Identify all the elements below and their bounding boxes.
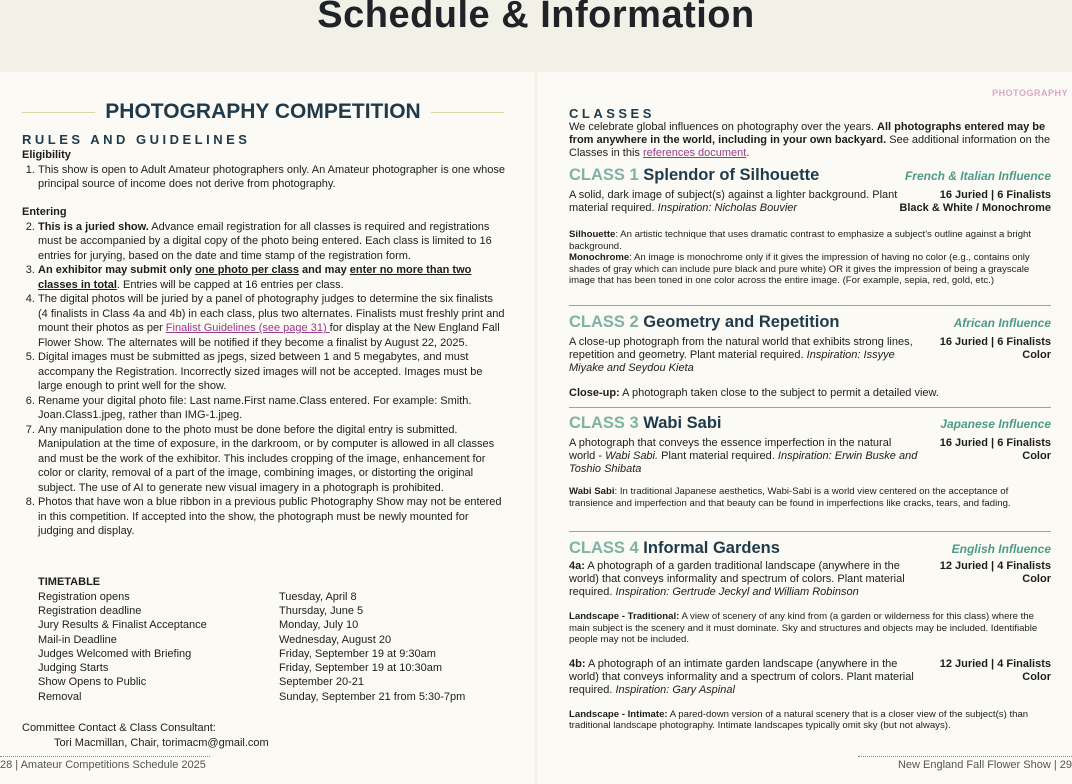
class-divider xyxy=(569,531,1051,532)
class-number: CLASS 3 xyxy=(569,414,639,432)
class-meta xyxy=(940,437,1051,476)
juried-count: 16 Juried | 6 Finalists xyxy=(939,189,1051,201)
class-format: Color xyxy=(1022,573,1051,585)
class-name: Wabi Sabi xyxy=(643,414,722,432)
rule-text: Advance email registration for all classes is required and registrations must be accompanied by a digital copy of the photo being entered. Each class is limited to 16 entries for jurying, based on the date and time stamp of the registration form. xyxy=(38,220,492,262)
class-definitions xyxy=(569,486,1051,509)
timetable-label: Jury Results & Finalist Acceptance xyxy=(38,619,207,631)
references-document-link[interactable]: references document xyxy=(642,147,747,159)
class-title xyxy=(569,414,722,433)
class-definitions xyxy=(569,229,1051,287)
def-term: Landscape - Intimate: xyxy=(569,708,668,720)
rule-item xyxy=(38,220,505,264)
competition-title: PHOTOGRAPHY COMPETITION xyxy=(105,100,421,123)
desc-text: A photograph that conveys the essence imperfection in the natural world - xyxy=(569,437,892,462)
footer-left: 28 | Amateur Competitions Schedule 2025 xyxy=(0,756,210,771)
desc-text: A close-up photograph from the natural world that exhibits strong lines, repetition and geometry. Plant material required. xyxy=(569,336,913,361)
def-text: A photograph taken close to the subject to permit a detailed view. xyxy=(619,387,939,399)
rule-underline: enter no more than two classes in total xyxy=(38,264,472,291)
rule-underline: one photo per class xyxy=(195,264,299,276)
timetable-row xyxy=(38,662,508,674)
intro-text: We celebrate global influences on photography over the years. xyxy=(569,121,877,133)
timetable-date: Tuesday, April 8 xyxy=(279,591,357,603)
class-name: Informal Gardens xyxy=(643,539,780,557)
rule-text: for display at the New England Fall Flower Show. The alternates will be notified if they become a finalist by August 22, 2025. xyxy=(38,322,500,349)
timetable-label: Show Opens to Public xyxy=(38,676,147,688)
timetable-date: Friday, September 19 at 9:30am xyxy=(279,648,436,660)
contact-label: Committee Contact & Class Consultant: xyxy=(22,722,216,734)
inspiration: Inspiration: Gertrude Jeckyl and William Robinson xyxy=(615,586,859,598)
def-term: Close-up: xyxy=(569,387,620,399)
competition-title-row xyxy=(22,100,504,124)
class-4a-description xyxy=(569,560,919,599)
class-title xyxy=(569,539,780,558)
def-text: : An artistic technique that uses dramatic contrast to emphasize a subject's outline against a bright background. xyxy=(569,229,1032,252)
timetable-label: Registration deadline xyxy=(38,605,142,617)
class-meta xyxy=(899,189,1051,215)
page-title: Schedule & Information xyxy=(317,0,755,36)
def-term: Silhouette xyxy=(569,229,616,240)
timetable-date: Monday, July 10 xyxy=(279,619,359,631)
inspiration: Inspiration: Erwin Buske and Toshio Shibata xyxy=(569,450,918,475)
def-text: A view of scenery of any kind from (a garden or wilderness for this class) where the main subject is the scenery and it must dominate. Sky and structures and objects may be included. Identifiable people may not be included. xyxy=(569,611,1038,646)
class-4b-description xyxy=(569,658,919,697)
timetable-label: Removal xyxy=(38,691,82,703)
class-number: CLASS 1 xyxy=(569,166,639,184)
rule-item: 5. Digital images must be submitted as jpegs, sized between 1 and 5 megabytes, and must accompany the Registration. Incorrectly sized images will not be accepted. Images must be large enough to print well for the show. xyxy=(38,350,505,394)
class-influence: African Influence xyxy=(953,316,1051,330)
rule-item: 6. Rename your digital photo file: Last name.First name.Class entered. For example: Smith. Joan.Class1.jpeg, rather than IMG-1.jpeg. xyxy=(38,394,505,423)
class-1 xyxy=(569,166,1051,287)
footer-right: New England Fall Flower Show | 29 xyxy=(858,756,1072,771)
timetable-row xyxy=(38,648,508,660)
desc-text: A photograph of an intimate garden landscape (anywhere in the world) that conveys informality and a spectrum of colors. Plant material required. xyxy=(569,657,914,696)
timetable-date: Wednesday, August 20 xyxy=(279,634,392,646)
eligibility-section xyxy=(22,148,505,192)
entering-section xyxy=(22,205,505,539)
class-divider xyxy=(569,305,1051,306)
class-format: Color xyxy=(1022,450,1051,462)
def-text: : In traditional Japanese aesthetics, Wabi-Sabi is a world view centered on the acceptance of transience and imperfection and that beauty can be found in imperfections like cracks, tears, and fading. xyxy=(569,486,1011,509)
class-format: Color xyxy=(1022,670,1051,683)
timetable-row xyxy=(38,605,508,617)
class-4a-definition xyxy=(569,611,1051,646)
class-number: CLASS 4 xyxy=(569,539,639,557)
juried-count: 12 Juried | 4 Finalists xyxy=(939,657,1051,670)
class-title xyxy=(569,313,839,332)
intro-text: See additional information on the Classes in this xyxy=(569,134,1051,159)
class-4 xyxy=(569,539,1051,732)
class-definitions xyxy=(569,387,1051,400)
timetable-title: TIMETABLE xyxy=(38,576,101,588)
desc-text: A solid, dark image of subject(s) against a lighter background. Plant material required. xyxy=(569,189,898,214)
timetable-label: Judging Starts xyxy=(38,662,109,674)
def-text: : An image is monochrome only if it gives the impression of having no color (e.g., contains only shades of gray which can include pure black and pure white) OR it gives the impression of being a grayscale image that has been toned in one color across the entire image. (For example, sepia, red, gold, etc.) xyxy=(569,252,1030,287)
class-description xyxy=(569,336,919,375)
classes-heading: CLASSES xyxy=(569,106,655,121)
class-format: Black & White / Monochrome xyxy=(899,202,1051,214)
rule-item xyxy=(38,292,505,350)
inspiration: Inspiration: Issyye Miyake and Seydou Kieta xyxy=(569,349,895,374)
intro-text: . xyxy=(746,147,750,159)
section-tag: PHOTOGRAPHY xyxy=(992,88,1068,98)
def-term: Landscape - Traditional: xyxy=(569,611,680,622)
timetable-date: Sunday, September 21 from 5:30-7pm xyxy=(279,691,466,703)
juried-count: 16 Juried | 6 Finalists xyxy=(939,336,1051,348)
class-meta xyxy=(940,336,1051,375)
class-influence: English Influence xyxy=(951,542,1051,556)
finalist-guidelines-link[interactable]: Finalist Guidelines (see page 31) xyxy=(165,322,330,334)
desc-text: A photograph of a garden traditional landscape (anywhere in the world) that conveys informality and spectrum of colors. Plant material required. xyxy=(569,560,905,598)
title-rule-right xyxy=(431,112,504,113)
rule-item: 1. This show is open to Adult Amateur photographers only. An Amateur photographer is one whose principal source of income does not derive from photography. xyxy=(38,163,505,192)
contact-name: Tori Macmillan, Chair, torimacm@gmail.com xyxy=(54,736,269,749)
class-3 xyxy=(569,414,1051,509)
timetable-date: Thursday, June 5 xyxy=(279,605,364,617)
class-meta xyxy=(940,560,1051,599)
class-format: Color xyxy=(1022,349,1051,361)
class-influence: French & Italian Influence xyxy=(904,169,1051,183)
eligibility-heading: Eligibility xyxy=(22,149,71,161)
class-influence: Japanese Influence xyxy=(940,417,1051,431)
class-divider xyxy=(569,407,1051,408)
rule-item xyxy=(38,263,505,292)
timetable-date: September 20-21 xyxy=(279,676,364,688)
timetable-row xyxy=(38,591,508,603)
inspiration: Inspiration: Nicholas Bouvier xyxy=(657,202,798,214)
class-name: Geometry and Repetition xyxy=(643,313,840,331)
title-rule-left xyxy=(22,112,95,113)
class-2 xyxy=(569,313,1051,400)
class-description xyxy=(569,189,899,215)
desc-text: Plant material required. xyxy=(658,450,778,462)
def-term: Wabi Sabi xyxy=(569,486,615,497)
timetable-label: Mail-in Deadline xyxy=(38,634,117,646)
class-number: CLASS 2 xyxy=(569,313,639,331)
class-title xyxy=(569,166,819,185)
def-term: Monochrome xyxy=(569,252,630,264)
rule-bold: This is a juried show. xyxy=(38,220,149,233)
class-description xyxy=(569,437,919,476)
class-meta xyxy=(940,658,1051,697)
timetable-label: Judges Welcomed with Briefing xyxy=(38,648,192,660)
rule-text: and may xyxy=(299,264,350,276)
juried-count: 16 Juried | 6 Finalists xyxy=(939,437,1051,449)
rule-item: 7. Any manipulation done to the photo must be done before the digital entry is submitted. Manipulation at the time of exposure, in the darkroom, or by computer is allowed in all classes and must be the work of the exhibitor. This includes cropping of the image, enhancement for color or clarity, removal of a part of the image, combining images, or distorting the original subject. The use of AI to generate new visual imagery in a photograph is prohibited. xyxy=(38,423,505,496)
class-4b-definition xyxy=(569,709,1051,732)
inspiration: Inspiration: Gary Aspinal xyxy=(615,683,735,696)
timetable-row xyxy=(38,634,508,646)
timetable-row xyxy=(38,619,508,631)
def-text: A pared-down version of a natural scenery that is a closer view of the subject(s) than traditional landscape photography. Intimate landscapes typically omit sky (but not always). xyxy=(569,708,1029,732)
intro-bold: All photographs entered may be from anywhere in the world, including in your own backyard. xyxy=(569,121,1046,146)
rule-text: An exhibitor may submit only xyxy=(38,264,196,276)
committee-contact xyxy=(22,721,269,750)
rules-heading: RULES AND GUIDELINES xyxy=(22,132,251,147)
rule-item: 8. Photos that have won a blue ribbon in a previous public Photography Show may not be entered in this competition. If accepted into the show, the photograph must be newly mounted for judging and display. xyxy=(38,495,505,539)
timetable-date: Friday, September 19 at 10:30am xyxy=(279,662,443,674)
entering-heading: Entering xyxy=(22,206,67,218)
rule-text: . Entries will be capped at 16 entries per class. xyxy=(116,278,344,291)
classes-intro xyxy=(569,121,1051,160)
rule-text: The digital photos will be juried by a panel of photography judges to determine the six finalists (4 finalists in Class 4a and 4b) in each class, plus two alternates. Finalists must freshly print and mount their photos as per xyxy=(38,293,505,334)
juried-count: 12 Juried | 4 Finalists xyxy=(939,560,1051,572)
desc-italic: Wabi Sabi. xyxy=(605,450,659,462)
sub-label: 4b: xyxy=(569,657,586,670)
sub-label: 4a: xyxy=(569,560,585,572)
class-name: Splendor of Silhouette xyxy=(643,166,820,184)
timetable-row xyxy=(38,676,508,688)
timetable-label: Registration opens xyxy=(38,591,130,603)
timetable-row xyxy=(38,691,508,703)
